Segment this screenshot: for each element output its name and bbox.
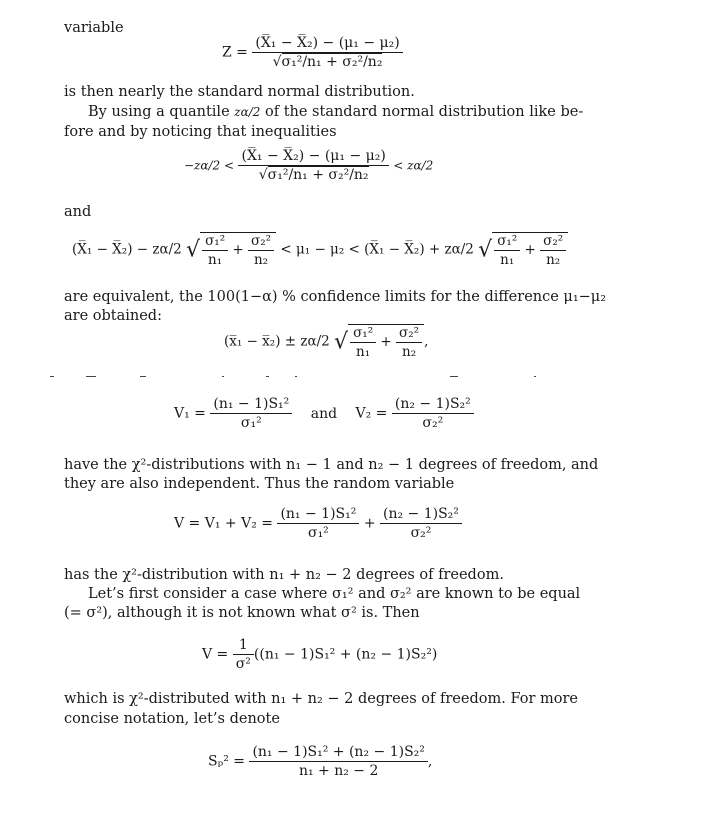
fraction-denominator: n₁ xyxy=(500,252,515,268)
text-line: variable xyxy=(64,20,124,36)
punctuation: , xyxy=(424,333,429,350)
fraction-numerator: (X̅₁ − X̅₂) − (μ₁ − μ₂) xyxy=(238,148,388,166)
artifact-mark xyxy=(50,376,54,377)
plus-sign: + xyxy=(232,242,244,258)
fraction-denominator xyxy=(238,166,388,183)
sqrt-radicand xyxy=(200,232,276,268)
fraction-numerator: 1 xyxy=(233,637,254,655)
eq-lhs: Z = xyxy=(222,44,248,61)
fraction-numerator: (X̅₁ − X̅₂) − (μ₁ − μ₂) xyxy=(252,35,402,53)
eq-term: ((n₁ − 1)S₁² + (n₂ − 1)S₂²) xyxy=(253,646,438,663)
fraction-denominator: σ² xyxy=(235,656,251,672)
text-span: have the xyxy=(64,457,132,473)
sqrt-radicand xyxy=(492,232,568,268)
sqrt-symbol: √ xyxy=(186,237,201,263)
artifact-mark xyxy=(266,376,269,377)
eq-lhs: V = xyxy=(202,646,229,663)
plus-sign: + xyxy=(524,242,536,258)
fraction xyxy=(249,744,427,779)
equation-v-pooled xyxy=(202,637,437,672)
text-span: By using a quantile xyxy=(88,104,235,120)
text-line: Let’s first consider a case where σ₁² and σ₂² are known to be equal xyxy=(88,586,581,602)
eq-lhs: V₂ = xyxy=(355,405,388,422)
fraction xyxy=(380,506,462,541)
fraction-denominator: σ₂² xyxy=(422,415,444,431)
fraction xyxy=(277,506,359,541)
equation-confidence-inequality xyxy=(72,232,568,268)
text-span: -distributions with n₁ − 1 and n₂ − 1 degrees of freedom, and xyxy=(146,457,599,473)
fraction-denominator: n₂ xyxy=(253,252,269,268)
eq-term: < zα/2 xyxy=(393,158,434,173)
equation-pooled-variance xyxy=(208,744,432,779)
punctuation: , xyxy=(427,753,433,770)
text-line: which is χ²-distributed with n₁ + n₂ − 2 degrees of freedom. For more xyxy=(64,691,578,707)
text-span: and xyxy=(310,405,338,422)
fraction-numerator: (n₁ − 1)S₁² + (n₂ − 1)S₂² xyxy=(249,744,427,762)
quantile-symbol: zα/2 xyxy=(234,105,261,119)
sqrt-radicand: σ₁²/n₁ + σ₂²/n₂ xyxy=(267,167,369,183)
text-line: are obtained: xyxy=(64,308,162,324)
fraction-denominator: σ₂² xyxy=(410,525,432,541)
eq-lhs: V = V₁ + V₂ = xyxy=(174,515,273,532)
text-line: fore and by noticing that inequalities xyxy=(64,124,337,140)
equation-v1-v2 xyxy=(174,396,474,431)
sqrt-symbol: √ xyxy=(478,237,493,263)
text-line: they are also independent. Thus the random variable xyxy=(64,476,455,492)
fraction-numerator: σ₁² xyxy=(350,325,376,343)
text-line xyxy=(64,456,598,474)
fraction-denominator: n₁ xyxy=(208,252,223,268)
fraction xyxy=(392,396,474,431)
text-line xyxy=(88,103,583,121)
sqrt-radicand: σ₁²/n₁ + σ₂²/n₂ xyxy=(281,54,383,70)
fraction-denominator: n₁ + n₂ − 2 xyxy=(298,763,379,779)
scan-artifact xyxy=(40,370,560,384)
text-line: (= σ²), although it is not known what σ² is. Then xyxy=(64,605,420,621)
sqrt-radicand xyxy=(348,324,424,360)
text-line: concise notation, let’s denote xyxy=(64,711,280,727)
fraction-denominator: σ₁² xyxy=(308,525,329,541)
equation-inequality xyxy=(184,148,433,183)
fraction xyxy=(238,148,388,183)
fraction-denominator: n₁ xyxy=(356,344,371,360)
eq-term: (X̅₁ − X̅₂) − zα/2 xyxy=(72,241,182,258)
fraction-denominator: n₂ xyxy=(546,252,561,268)
sqrt xyxy=(186,232,276,268)
eq-lhs: V₁ = xyxy=(174,405,206,422)
equation-z xyxy=(222,35,403,70)
equation-confidence-limits xyxy=(224,324,428,360)
text-line: and xyxy=(64,204,92,220)
artifact-mark xyxy=(450,376,458,377)
fraction-numerator: σ₂² xyxy=(396,325,422,343)
fraction-numerator: σ₁² xyxy=(202,233,228,251)
fraction-numerator: (n₂ − 1)S₂² xyxy=(380,506,462,524)
artifact-mark xyxy=(295,376,297,377)
eq-lhs: Sₚ² = xyxy=(208,753,245,770)
sqrt xyxy=(478,232,568,268)
fraction-numerator: (n₂ − 1)S₂² xyxy=(392,396,474,414)
fraction-denominator: σ₁² xyxy=(240,415,262,431)
artifact-mark xyxy=(534,376,536,377)
fraction-numerator: (n₁ − 1)S₁² xyxy=(210,396,292,414)
artifact-mark xyxy=(86,376,96,377)
fraction-denominator: n₂ xyxy=(402,344,417,360)
plus-sign: + xyxy=(363,515,376,532)
text-line: has the χ²-distribution with n₁ + n₂ − 2 degrees of freedom. xyxy=(64,567,504,583)
chi-squared-symbol: χ² xyxy=(131,457,147,473)
sqrt-symbol: √ xyxy=(334,329,349,355)
text-line: are equivalent, the 100(1−α) % confidence limits for the difference μ₁−μ₂ xyxy=(64,289,607,305)
fraction-numerator: σ₁² xyxy=(494,233,520,251)
sqrt xyxy=(334,324,424,360)
fraction xyxy=(252,35,402,70)
eq-term: < μ₁ − μ₂ < (X̅₁ − X̅₂) + zα/2 xyxy=(280,241,474,258)
fraction-numerator: (n₁ − 1)S₁² xyxy=(277,506,359,524)
sqrt-symbol: √ xyxy=(272,54,282,70)
eq-term: (x̅₁ − x̅₂) ± zα/2 xyxy=(224,333,330,350)
plus-sign: + xyxy=(380,334,392,350)
artifact-mark xyxy=(140,376,146,377)
eq-term: −zα/2 < xyxy=(184,158,235,173)
artifact-mark xyxy=(222,376,224,377)
fraction xyxy=(210,396,292,431)
sqrt-symbol: √ xyxy=(258,167,268,183)
text-line: is then nearly the standard normal distribution. xyxy=(64,84,415,100)
fraction xyxy=(233,637,254,672)
fraction-numerator: σ₂² xyxy=(248,233,274,251)
equation-v-sum xyxy=(174,506,462,541)
fraction-numerator: σ₂² xyxy=(540,233,566,251)
text-span: of the standard normal distribution like be- xyxy=(260,104,584,120)
fraction-denominator xyxy=(252,53,402,70)
